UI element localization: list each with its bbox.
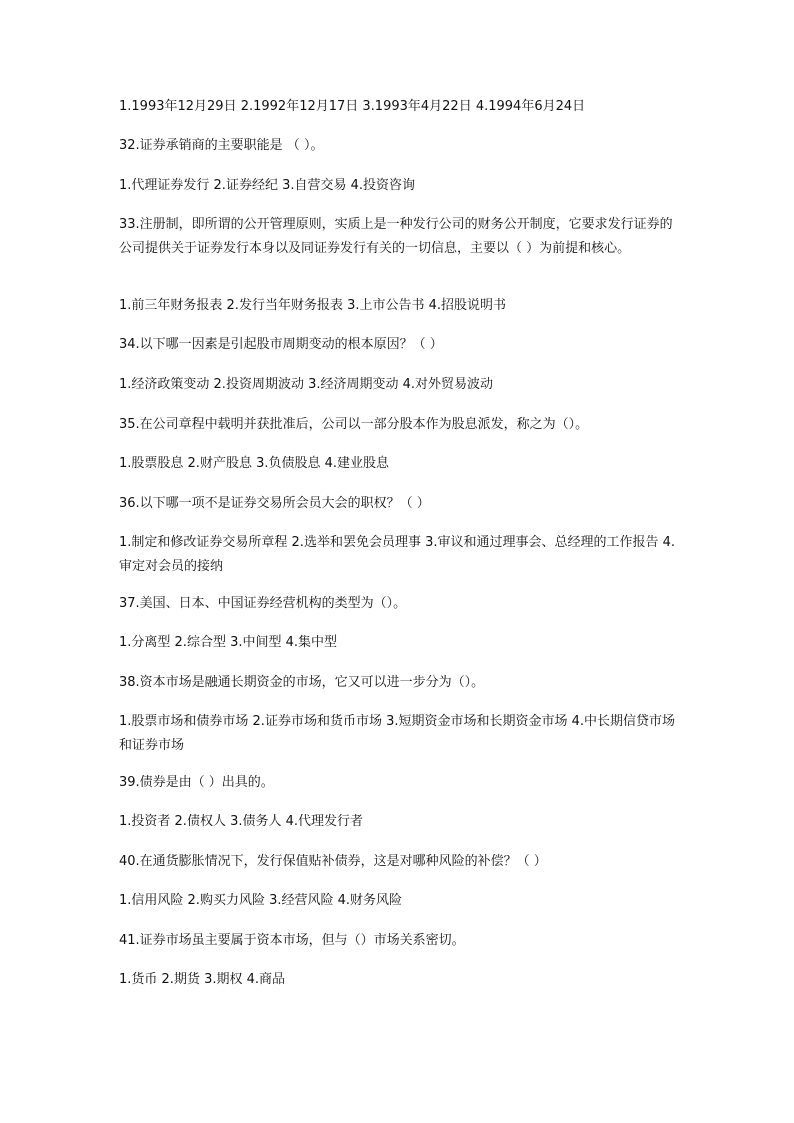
question-37: 37.美国、日本、中国证券经营机构的类型为（）。 [119, 596, 407, 611]
answer-options-q37: 1.分离型 2.综合型 3.中间型 4.集中型 [119, 635, 338, 650]
answer-options-q34: 1.经济政策变动 2.投资周期波动 3.经济周期变动 4.对外贸易波动 [119, 377, 494, 392]
question-36: 36.以下哪一项不是证券交易所会员大会的职权？（ ） [119, 496, 430, 511]
answer-options-q38: 1.股票市场和债券市场 2.证券市场和货币市场 3.短期资金市场和长期资金市场 4.中长期信贷市场和证券市场 [119, 714, 676, 753]
answer-options-q32: 1.代理证券发行 2.证券经纪 3.自营交易 4.投资咨询 [119, 178, 416, 193]
answer-options-q31: 1.1993年12月29日 2.1992年12月17日 3.1993年4月22日 4.1994年6月24日 [119, 99, 586, 114]
question-34: 34.以下哪一因素是引起股市周期变动的根本原因？（ ） [119, 337, 443, 352]
question-35: 35.在公司章程中载明并获批准后，公司以一部分股本作为股息派发，称之为（）。 [119, 417, 589, 432]
question-32: 32.证券承销商的主要职能是 （ ）。 [119, 138, 324, 153]
question-39: 39.债券是由（ ）出具的。 [119, 775, 274, 790]
question-38: 38.资本市场是融通长期资金的市场，它又可以进一步分为（）。 [119, 675, 485, 690]
answer-options-q41: 1.货币 2.期货 3.期权 4.商品 [119, 972, 286, 987]
answer-options-q35: 1.股票股息 2.财产股息 3.负债股息 4.建业股息 [119, 456, 390, 471]
question-40: 40.在通货膨胀情况下，发行保值贴补债券，这是对哪种风险的补偿？（ ） [119, 854, 547, 869]
question-41: 41.证券市场虽主要属于资本市场，但与（）市场关系密切。 [119, 933, 465, 948]
answer-options-q33: 1.前三年财务报表 2.发行当年财务报表 3.上市公告书 4.招股说明书 [119, 298, 507, 313]
answer-options-q40: 1.信用风险 2.购买力风险 3.经营风险 4.财务风险 [119, 893, 403, 908]
answer-options-q39: 1.投资者 2.债权人 3.债务人 4.代理发行者 [119, 814, 364, 829]
answer-options-q36: 1.制定和修改证券交易所章程 2.选举和罢免会员理事 3.审议和通过理事会、总经理的工作报告 4.审定对会员的接纳 [119, 535, 676, 574]
question-33: 33.注册制，即所谓的公开管理原则，实质上是一种发行公司的财务公开制度，它要求发行证券的公司提供关于证券发行本身以及同证券发行有关的一切信息，主要以（ ）为前提和核心。 [119, 217, 673, 256]
